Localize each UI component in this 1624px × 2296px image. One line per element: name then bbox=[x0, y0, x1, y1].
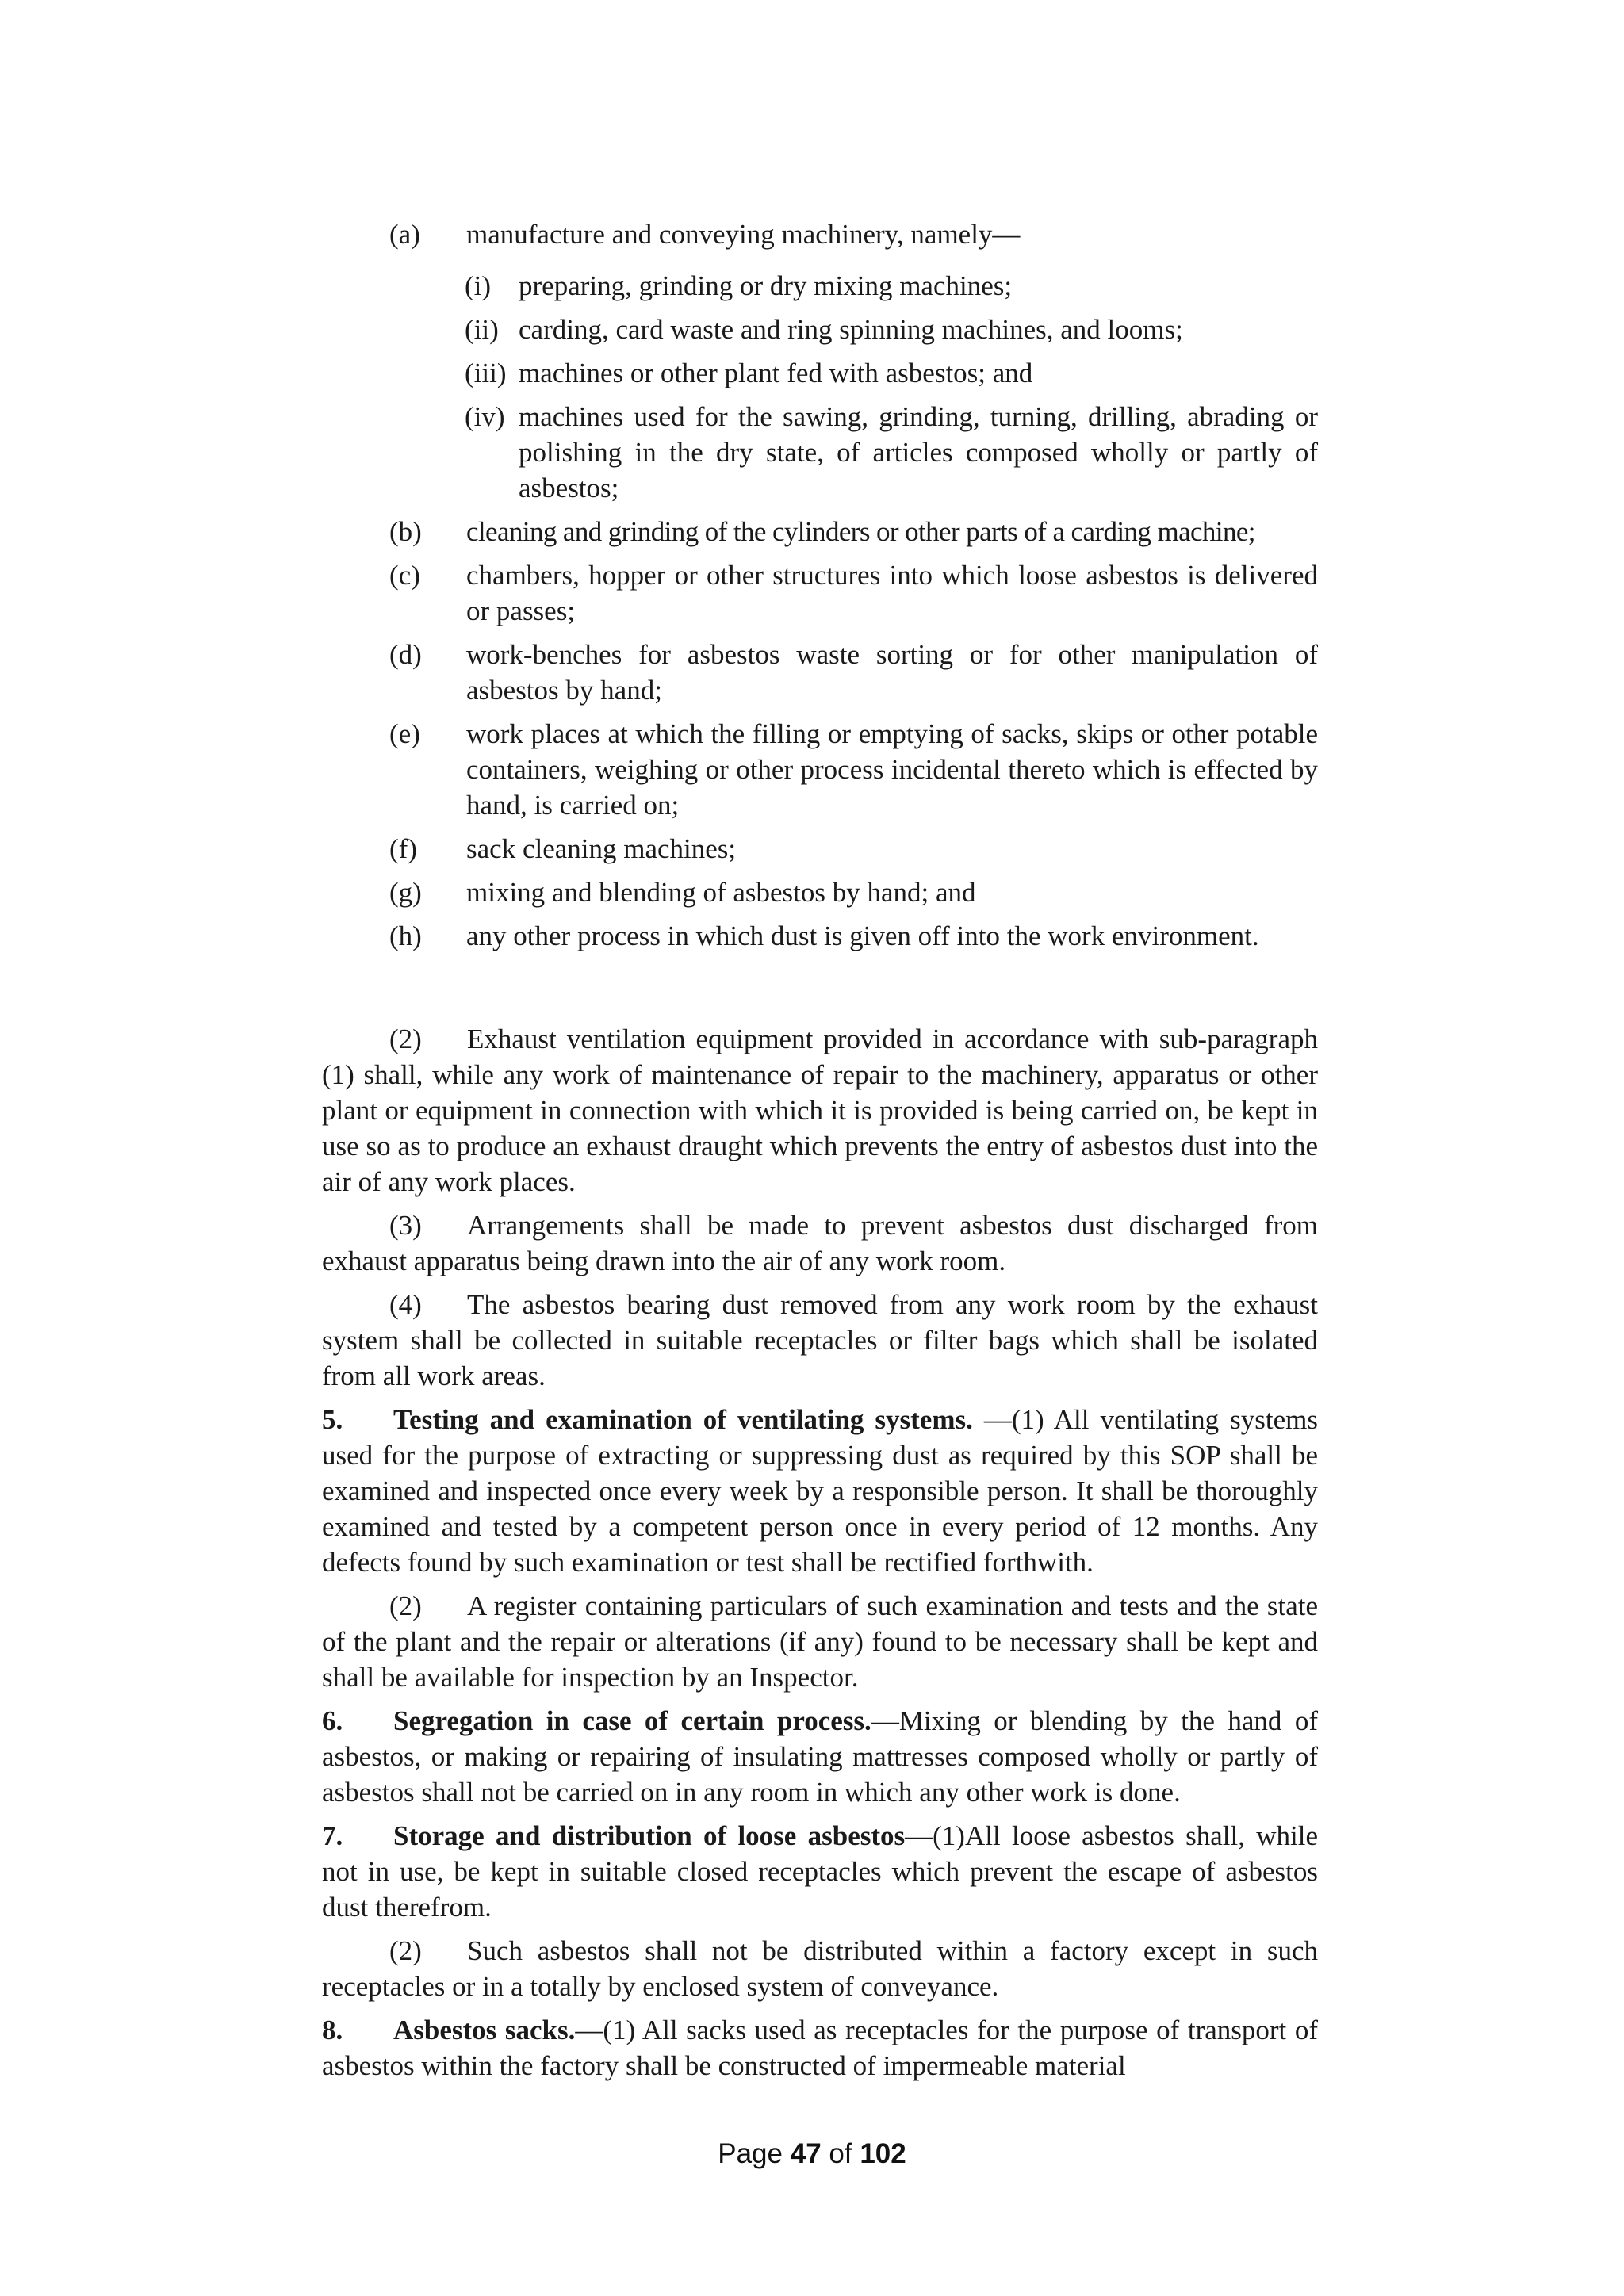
section-text: —(1) All ventilating systems used for the purpose of extracting or suppressing dust as required by this SOP shall be examined and inspected once every week by a responsible person. It shall be thoroughly examined and tested by a competent person once in every period of 12 months. Any defects found by such examination or test shall be rectified forthwith. bbox=[322, 1404, 1318, 1578]
section-5-paragraph-2 bbox=[322, 1588, 1318, 1695]
section-title: Testing and examination of ventilating systems. bbox=[393, 1404, 973, 1435]
item-label: (b) bbox=[389, 516, 422, 547]
section-8 bbox=[322, 2012, 1318, 2084]
section-text: —(1) All sacks used as receptacles for the purpose of transport of asbestos within the factory shall be constructed of impermeable material bbox=[322, 2015, 1318, 2081]
paragraph-label: (4) bbox=[389, 1289, 422, 1320]
list-item-h bbox=[322, 918, 1318, 954]
list-item-g bbox=[322, 874, 1318, 910]
paragraph-text: Arrangements shall be made to prevent asbestos dust discharged from exhaust apparatus being drawn into the air of any work room. bbox=[322, 1210, 1318, 1276]
paragraph-label: (2) bbox=[389, 1590, 422, 1621]
list-item-d bbox=[322, 637, 1318, 708]
paragraph-text: The asbestos bearing dust removed from any work room by the exhaust system shall be collected in suitable receptacles or filter bags which shall be isolated from all work areas. bbox=[322, 1289, 1318, 1391]
paragraph-4 bbox=[322, 1287, 1318, 1394]
item-label: (h) bbox=[389, 920, 422, 951]
paragraph-label: (3) bbox=[389, 1210, 422, 1241]
paragraph-label: (2) bbox=[389, 1935, 422, 1966]
item-label: (g) bbox=[389, 877, 422, 908]
section-number: 6. bbox=[322, 1705, 343, 1736]
section-title: Storage and distribution of loose asbestos bbox=[393, 1820, 906, 1851]
section-text: —(1)All loose asbestos shall, while not in use, be kept in suitable closed receptacles which prevent the escape of asbestos dust therefrom. bbox=[322, 1820, 1318, 1923]
section-number: 5. bbox=[322, 1404, 343, 1435]
section-7-paragraph-2 bbox=[322, 1933, 1318, 2004]
item-label: (a) bbox=[389, 219, 420, 250]
section-text: —Mixing or blending by the hand of asbestos, or making or repairing of insulating mattresses composed wholly or partly of asbestos shall not be carried on in any room in which any other work is done. bbox=[322, 1705, 1318, 1808]
item-label: (d) bbox=[389, 639, 422, 670]
paragraph-label: (2) bbox=[389, 1024, 422, 1054]
list-item-c bbox=[322, 557, 1318, 629]
list-item-b bbox=[322, 514, 1318, 549]
item-text: chambers, hopper or other structures into which loose asbestos is delivered or passes; bbox=[466, 560, 1318, 626]
sub-item-label: (iii) bbox=[465, 358, 507, 388]
section-number: 7. bbox=[322, 1820, 343, 1851]
list-item-f bbox=[322, 831, 1318, 867]
item-label: (c) bbox=[389, 560, 420, 591]
list-item-e bbox=[322, 716, 1318, 823]
item-text: work-benches for asbestos waste sorting or for other manipulation of asbestos by hand; bbox=[466, 639, 1318, 706]
item-text: sack cleaning machines; bbox=[466, 833, 737, 864]
item-text: cleaning and grinding of the cylinders or other parts of a carding machine; bbox=[466, 516, 1255, 547]
sub-item-ii bbox=[465, 312, 1318, 347]
section-6 bbox=[322, 1703, 1318, 1810]
list-item-a bbox=[322, 216, 1318, 252]
paragraph-3 bbox=[322, 1207, 1318, 1279]
paragraph-text: A register containing particulars of such examination and tests and the state of the plant and the repair or alterations (if any) found to be necessary shall be kept and shall be available for inspection by an Inspector. bbox=[322, 1590, 1318, 1693]
item-text: work places at which the filling or emptying of sacks, skips or other potable containers, weighing or other process incidental thereto which is effected by hand, is carried on; bbox=[466, 718, 1318, 821]
page-footer bbox=[0, 2138, 1624, 2170]
item-text: manufacture and conveying machinery, namely— bbox=[466, 219, 1021, 250]
section-7 bbox=[322, 1818, 1318, 1925]
page-of: of bbox=[829, 2138, 852, 2169]
section-5 bbox=[322, 1402, 1318, 1580]
sub-item-text: preparing, grinding or dry mixing machines; bbox=[519, 270, 1013, 301]
sub-item-label: (i) bbox=[465, 270, 492, 301]
sub-item-iii bbox=[465, 355, 1318, 391]
paragraph-text: Exhaust ventilation equipment provided in accordance with sub-paragraph (1) shall, while any work of maintenance of repair to the machinery, apparatus or other plant or equipment in connection with which it is provided is being carried on, be kept in use so as to produce an exhaust draught which prevents the entry of asbestos dust into the air of any work places. bbox=[322, 1024, 1318, 1197]
sub-item-label: (iv) bbox=[465, 401, 505, 432]
item-label: (f) bbox=[389, 833, 417, 864]
page-prefix: Page bbox=[718, 2138, 783, 2169]
section-title: Asbestos sacks. bbox=[393, 2015, 576, 2045]
total-page-count: 102 bbox=[860, 2138, 906, 2169]
sub-item-iv bbox=[465, 399, 1318, 506]
item-text: mixing and blending of asbestos by hand; and bbox=[466, 877, 976, 908]
sub-item-text: carding, card waste and ring spinning machines, and looms; bbox=[519, 314, 1183, 345]
sub-item-label: (ii) bbox=[465, 314, 499, 345]
paragraph-2 bbox=[322, 1021, 1318, 1200]
sub-item-text: machines used for the sawing, grinding, turning, drilling, abrading or polishing in the dry state, of articles composed wholly or partly of asbestos; bbox=[519, 401, 1318, 503]
item-label: (e) bbox=[389, 718, 420, 749]
sub-item-text: machines or other plant fed with asbestos; and bbox=[519, 358, 1033, 388]
current-page-number: 47 bbox=[790, 2138, 822, 2169]
section-title: Segregation in case of certain process. bbox=[393, 1705, 871, 1736]
paragraph-text: Such asbestos shall not be distributed within a factory except in such receptacles or in a totally by enclosed system of conveyance. bbox=[322, 1935, 1318, 2002]
sub-item-i bbox=[465, 268, 1318, 304]
item-text: any other process in which dust is given off into the work environment. bbox=[466, 920, 1259, 951]
section-number: 8. bbox=[322, 2015, 343, 2045]
